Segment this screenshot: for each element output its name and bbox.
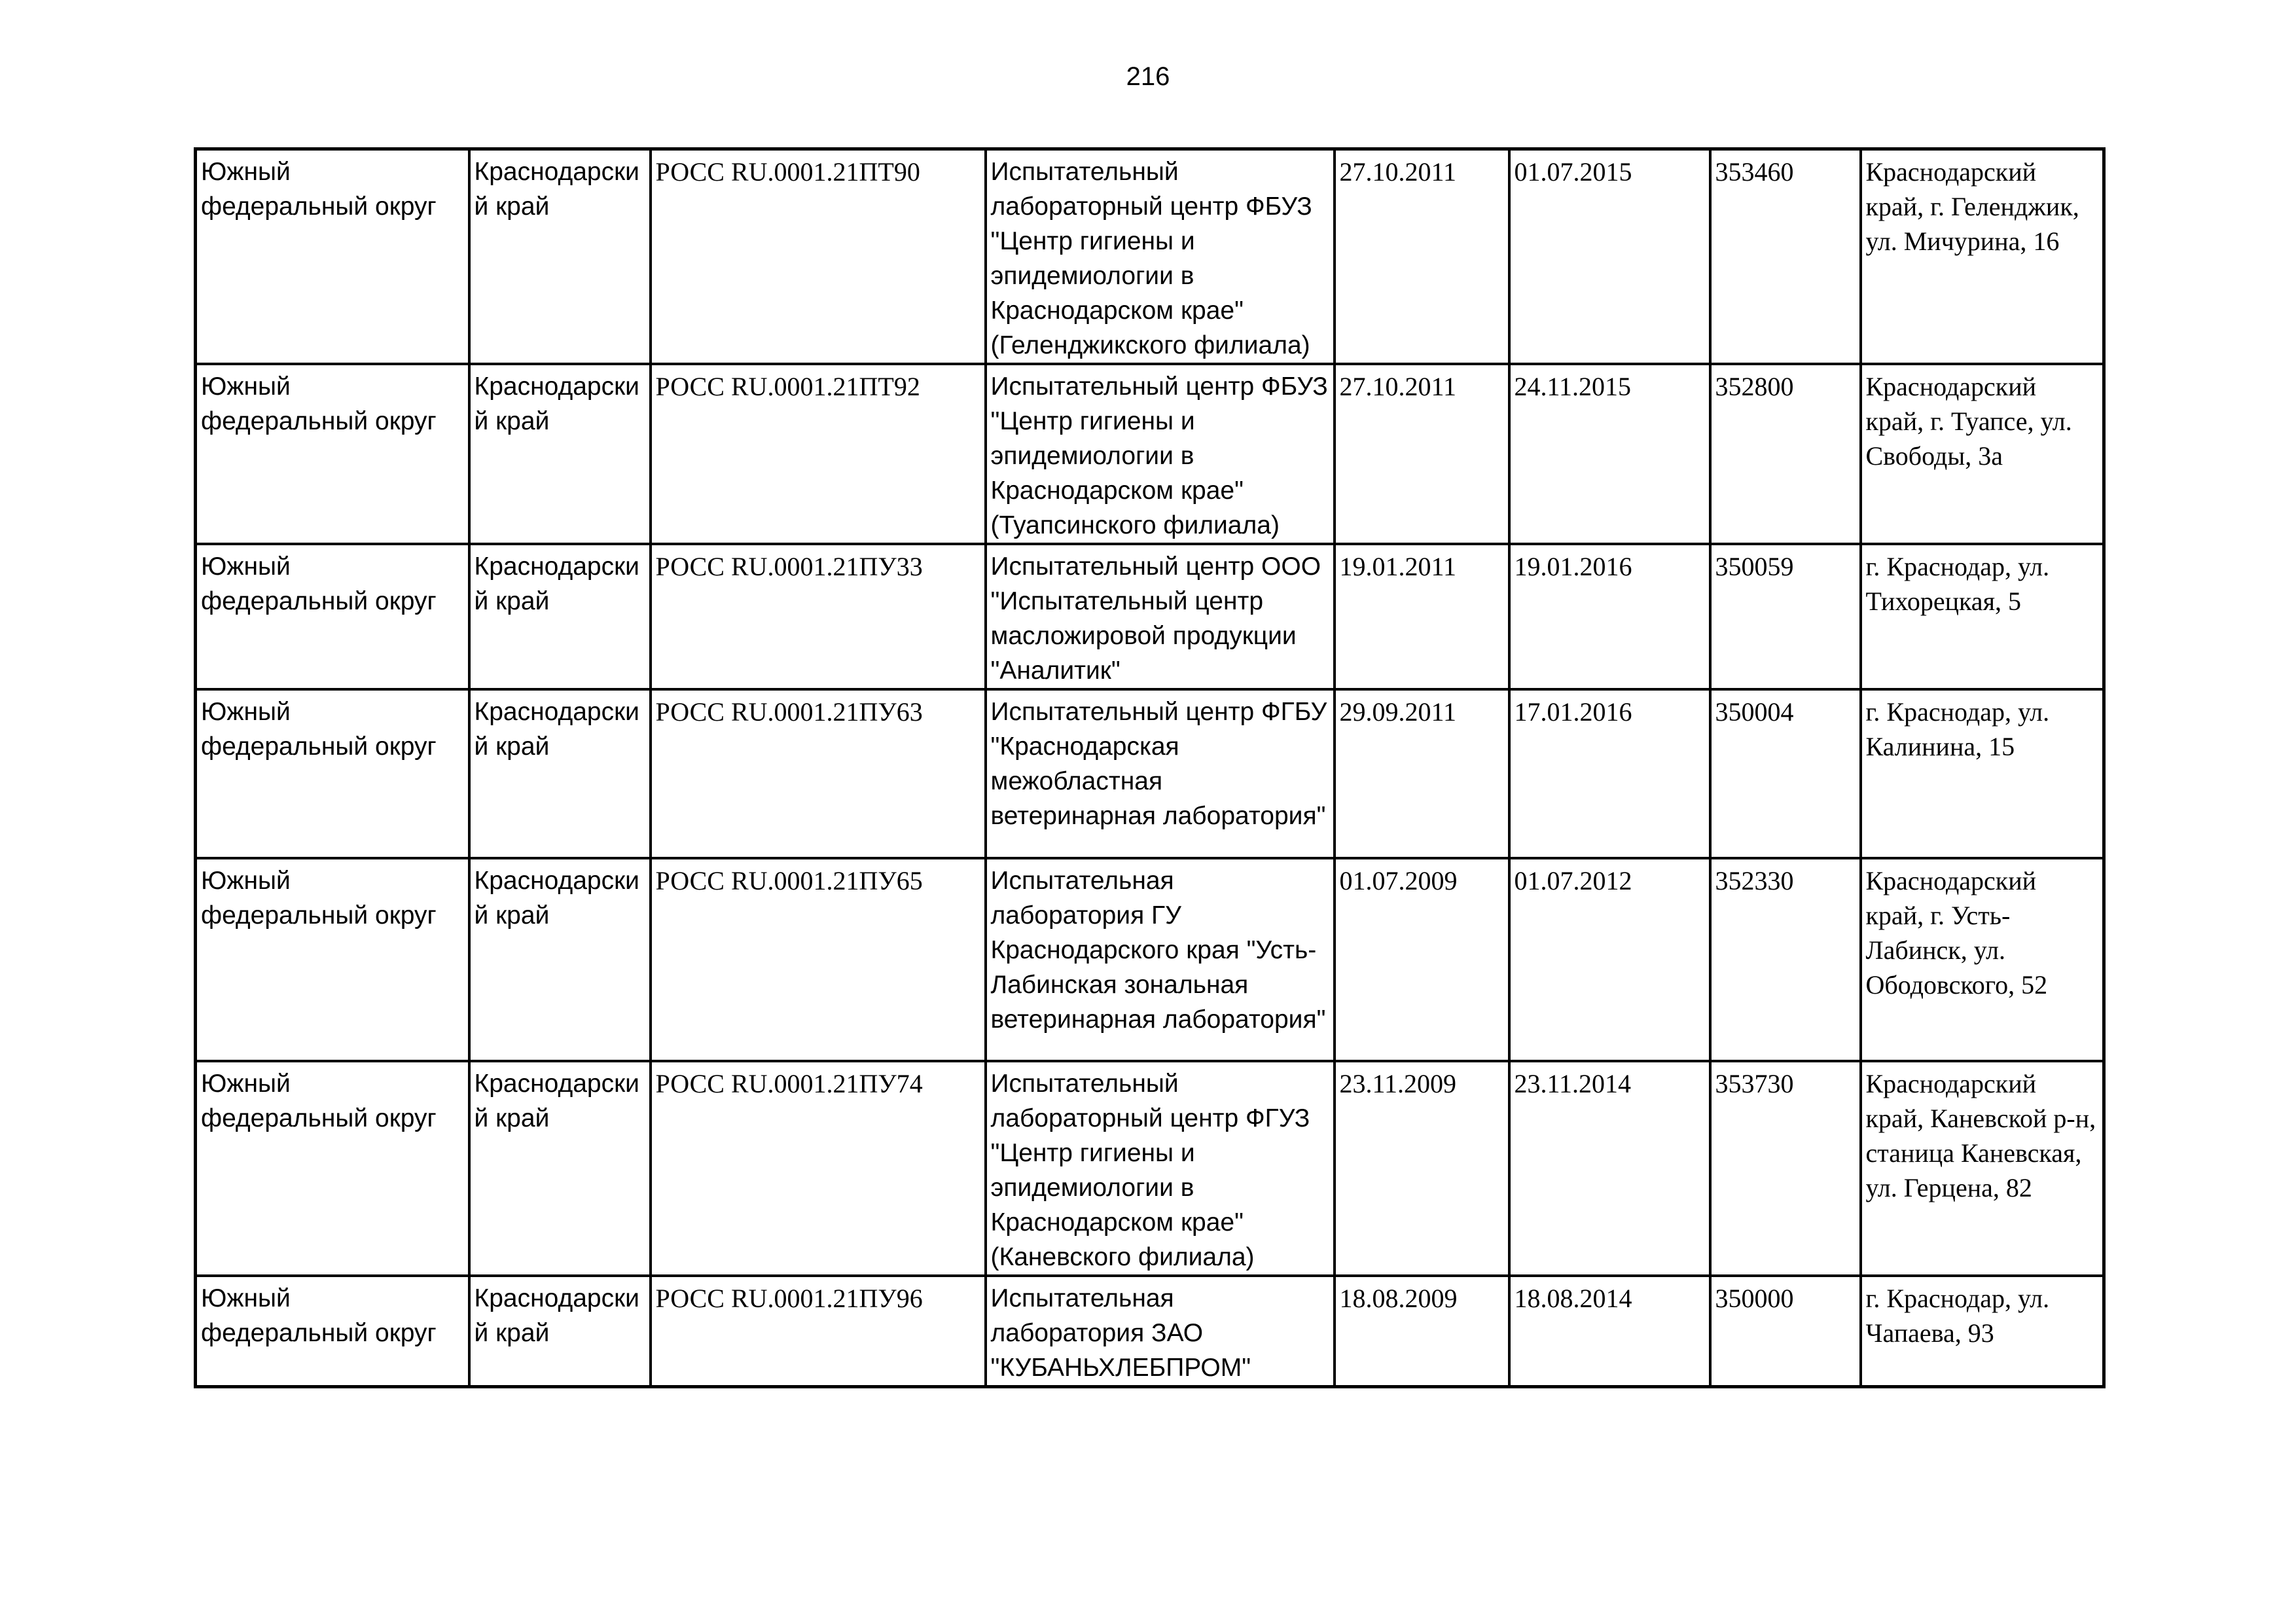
laboratory-cell: Испытательный лабораторный центр ФБУЗ "Центр гигиены и эпидемиологии в Краснодарском крае" (Геленджикского филиала) — [986, 149, 1335, 365]
date-issued-cell: 23.11.2009 — [1335, 1061, 1509, 1276]
date-issued-cell: 27.10.2011 — [1335, 149, 1509, 365]
address-cell: г. Краснодар, ул. Калинина, 15 — [1861, 689, 2104, 858]
table-row — [196, 1276, 2104, 1387]
date-valid-cell: 18.08.2014 — [1509, 1276, 1710, 1387]
postal-index-cell: 350059 — [1710, 544, 1861, 689]
address-cell: Краснодарский край, г. Геленджик, ул. Мичурина, 16 — [1861, 149, 2104, 365]
region-cell: Южный федеральный округ — [196, 149, 469, 365]
address-cell: Краснодарский край, г. Туапсе, ул. Свободы, 3а — [1861, 364, 2104, 544]
registry-table — [194, 147, 2106, 1388]
laboratory-cell: Испытательная лаборатория ГУ Краснодарского края "Усть-Лабинская зональная ветеринарная лаборатория" — [986, 858, 1335, 1061]
date-valid-cell: 01.07.2015 — [1509, 149, 1710, 365]
laboratory-cell: Испытательный центр ФБУЗ "Центр гигиены и эпидемиологии в Краснодарском крае" (Туапсинского филиала) — [986, 364, 1335, 544]
date-valid-cell: 17.01.2016 — [1509, 689, 1710, 858]
date-issued-cell: 29.09.2011 — [1335, 689, 1509, 858]
laboratory-cell: Испытательная лаборатория ЗАО "КУБАНЬХЛЕБПРОМ" — [986, 1276, 1335, 1387]
certificate-cell: РОСС RU.0001.21ПУ96 — [651, 1276, 986, 1387]
postal-index-cell: 352800 — [1710, 364, 1861, 544]
subject-cell: Краснодарский край — [469, 544, 651, 689]
region-cell: Южный федеральный округ — [196, 1276, 469, 1387]
date-valid-cell: 01.07.2012 — [1509, 858, 1710, 1061]
postal-index-cell: 353460 — [1710, 149, 1861, 365]
region-cell: Южный федеральный округ — [196, 858, 469, 1061]
postal-index-cell: 353730 — [1710, 1061, 1861, 1276]
certificate-cell: РОСС RU.0001.21ПУ33 — [651, 544, 986, 689]
subject-cell: Краснодарский край — [469, 149, 651, 365]
postal-index-cell: 350004 — [1710, 689, 1861, 858]
table-row — [196, 1061, 2104, 1276]
page-number: 216 — [1126, 62, 1170, 91]
region-cell: Южный федеральный округ — [196, 544, 469, 689]
table-row — [196, 544, 2104, 689]
date-issued-cell: 18.08.2009 — [1335, 1276, 1509, 1387]
address-cell: г. Краснодар, ул. Чапаева, 93 — [1861, 1276, 2104, 1387]
subject-cell: Краснодарский край — [469, 364, 651, 544]
certificate-cell: РОСС RU.0001.21ПТ90 — [651, 149, 986, 365]
region-cell: Южный федеральный округ — [196, 689, 469, 858]
subject-cell: Краснодарский край — [469, 1276, 651, 1387]
laboratory-cell: Испытательный лабораторный центр ФГУЗ "Центр гигиены и эпидемиологии в Краснодарском крае" (Каневского филиала) — [986, 1061, 1335, 1276]
table-row — [196, 364, 2104, 544]
certificate-cell: РОСС RU.0001.21ПУ65 — [651, 858, 986, 1061]
subject-cell: Краснодарский край — [469, 858, 651, 1061]
region-cell: Южный федеральный округ — [196, 1061, 469, 1276]
address-cell: г. Краснодар, ул. Тихорецкая, 5 — [1861, 544, 2104, 689]
certificate-cell: РОСС RU.0001.21ПУ63 — [651, 689, 986, 858]
subject-cell: Краснодарский край — [469, 689, 651, 858]
postal-index-cell: 350000 — [1710, 1276, 1861, 1387]
postal-index-cell: 352330 — [1710, 858, 1861, 1061]
date-issued-cell: 19.01.2011 — [1335, 544, 1509, 689]
certificate-cell: РОСС RU.0001.21ПУ74 — [651, 1061, 986, 1276]
date-valid-cell: 19.01.2016 — [1509, 544, 1710, 689]
address-cell: Краснодарский край, Каневской р-н, станица Каневская, ул. Герцена, 82 — [1861, 1061, 2104, 1276]
certificate-cell: РОСС RU.0001.21ПТ92 — [651, 364, 986, 544]
laboratory-cell: Испытательный центр ООО "Испытательный центр масложировой продукции "Аналитик" — [986, 544, 1335, 689]
region-cell: Южный федеральный округ — [196, 364, 469, 544]
date-valid-cell: 24.11.2015 — [1509, 364, 1710, 544]
date-valid-cell: 23.11.2014 — [1509, 1061, 1710, 1276]
address-cell: Краснодарский край, г. Усть-Лабинск, ул. Ободовского, 52 — [1861, 858, 2104, 1061]
subject-cell: Краснодарский край — [469, 1061, 651, 1276]
table-row — [196, 689, 2104, 858]
table-row — [196, 858, 2104, 1061]
date-issued-cell: 27.10.2011 — [1335, 364, 1509, 544]
table-row — [196, 149, 2104, 365]
laboratory-cell: Испытательный центр ФГБУ "Краснодарская межобластная ветеринарная лаборатория" — [986, 689, 1335, 858]
date-issued-cell: 01.07.2009 — [1335, 858, 1509, 1061]
